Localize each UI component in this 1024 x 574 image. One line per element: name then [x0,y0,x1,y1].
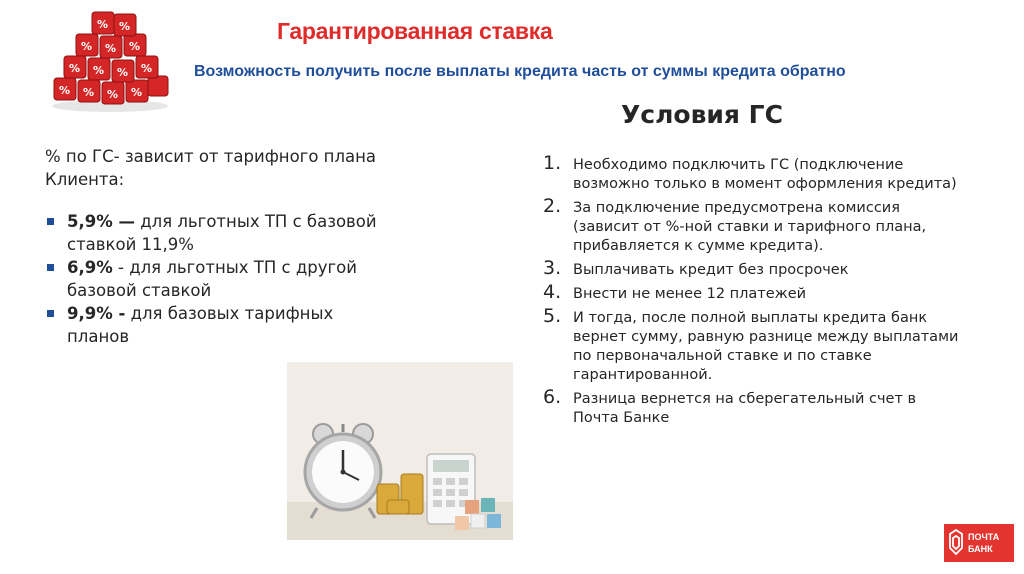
logo-line-2: БАНК [968,544,993,554]
rate-item [45,302,390,348]
conditions-list [540,152,960,433]
condition-item [540,281,960,304]
rate-value: 9,9% - [67,304,126,323]
condition-text: Внести не менее 12 платежей [573,286,807,302]
svg-text:%: % [117,66,129,79]
svg-text:%: % [69,62,81,75]
svg-text:%: % [107,88,119,101]
rate-description: для льготных ТП с базовой ставкой 11,9% [67,212,377,254]
alarm-clock-coins-photo [287,362,513,540]
condition-text: И тогда, после полной выплаты кредита банк вернет сумму, равную разнице между выплатами по первоначальной ставке и по ставке гарантированной. [573,310,959,383]
rate-value: 6,9% [67,258,113,277]
svg-text:%: % [81,40,93,53]
condition-number: 6. [543,386,562,408]
condition-item [540,305,960,385]
condition-text: Разница вернется на сберегательный счет в Почта Банке [573,391,917,426]
rate-item [45,210,390,256]
svg-text:%: % [105,42,117,55]
svg-text:%: % [141,62,153,75]
rate-item [45,256,390,302]
rate-description: - для льготных ТП с другой базовой ставкой [67,258,357,300]
rates-intro: % по ГС- зависит от тарифного плана Клиента: [45,147,377,189]
square-bullet-icon [47,310,54,317]
pochta-bank-logo [944,524,1014,562]
conditions-heading: Условия ГС [621,100,783,129]
logo-line-1: ПОЧТА [968,532,1000,542]
condition-text: Выплачивать кредит без просрочек [573,262,849,278]
condition-item [540,152,960,194]
condition-number: 1. [543,152,562,174]
square-bullet-icon [47,218,54,225]
svg-text:%: % [83,86,95,99]
condition-number: 5. [543,305,562,327]
percent-dice-image [48,6,173,114]
rate-value: 5,9% — [67,212,136,231]
condition-number: 3. [543,257,562,279]
svg-text:%: % [119,20,131,33]
condition-text: За подключение предусмотрена комиссия (зависит от %-ной ставки и тарифного плана, прибавляется к сумме кредита). [573,200,927,254]
slide-subtitle: Возможность получить после выплаты кредита часть от суммы кредита обратно [194,63,846,80]
svg-text:%: % [97,18,109,31]
rates-list [45,210,390,348]
svg-text:%: % [129,40,141,53]
svg-text:%: % [93,64,105,77]
condition-number: 2. [543,195,562,217]
condition-number: 4. [543,281,562,303]
square-bullet-icon [47,264,54,271]
svg-text:%: % [131,86,143,99]
rates-block [45,145,390,348]
condition-item [540,195,960,256]
condition-text: Необходимо подключить ГС (подключение возможно только в момент оформления кредита) [573,157,957,192]
condition-item [540,386,960,428]
rate-description: для базовых тарифных планов [67,304,334,346]
slide-title: Гарантированная ставка [277,18,553,44]
condition-item [540,257,960,280]
svg-text:%: % [59,84,71,97]
